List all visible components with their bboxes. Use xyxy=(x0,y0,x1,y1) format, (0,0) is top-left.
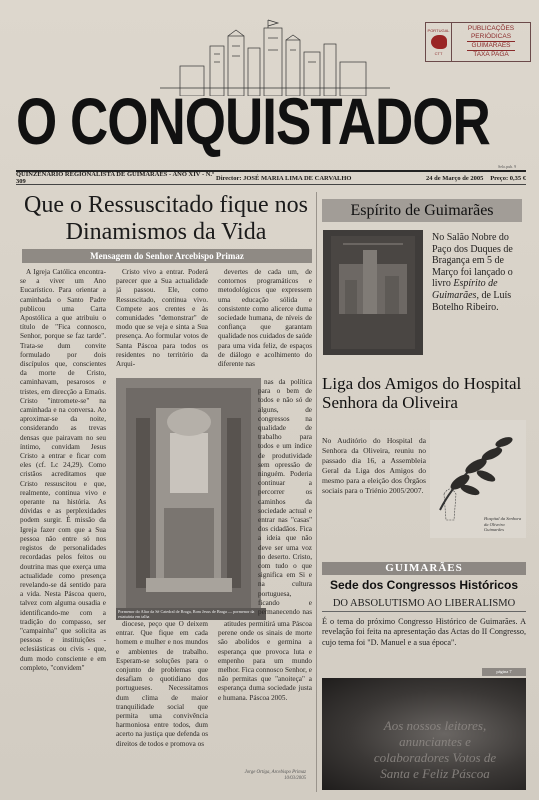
liga-headline: Liga dos Amigos do Hospital Senhora da Oliveira xyxy=(322,374,522,412)
director-info: Director: JOSÉ MARIA LIMA DE CARVALHO xyxy=(216,174,352,182)
postal-line-4: TAXA PAGA xyxy=(473,51,509,58)
postal-line-1: PUBLICAÇÕES xyxy=(467,25,515,32)
column-divider xyxy=(316,192,317,792)
espirito-author: de Luís Botelho Ribeiro. xyxy=(432,289,512,313)
espirito-section-title: Espírito de Guimarães xyxy=(322,199,522,222)
main-headline: Que o Ressuscitado fique nos Dinamismos da Vida xyxy=(24,192,308,245)
book-cover-illustration xyxy=(323,230,423,355)
newspaper-title: O CONQUISTADOR xyxy=(16,85,490,159)
article-column-1 xyxy=(20,268,106,793)
postal-line-3: GUIMARÃES xyxy=(467,41,514,51)
post-horse-icon xyxy=(431,35,447,49)
article-column-2-bottom xyxy=(116,620,208,795)
guimaraes-subheadline: DO ABSOLUTISMO AO LIBERALISMO xyxy=(322,597,526,612)
espirito-book-title: Espírito de Guimarães, xyxy=(432,278,498,301)
article-text: diocese, peço que O deixem entrar. Que fique em cada homem e mulher e nos mundos e ambientes de trabalho. Esperam-se soluções para o conjunto de problemas que desafiam o quotidiano dos portugueses. Necessitamos dum clima de maior tranquilidade social que permita uma convivência harmoniosa entre todos, dum acerto na justiça que defenda os direitos de todos e promova os xyxy=(116,620,208,748)
page-reference-label: página 7 xyxy=(482,668,526,676)
ctt-country: PORTUGAL xyxy=(427,28,450,33)
main-subtitle-bar: Mensagem do Senhor Arcebispo Primaz xyxy=(22,249,312,263)
guimaraes-section-bar: GUIMARÃES xyxy=(322,562,526,575)
ctt-label: CTT xyxy=(434,51,443,56)
liga-logo-caption: Hospital da Senhora da Oliveira Guimarães xyxy=(484,516,522,532)
publication-mark: Selo.pub. 9 xyxy=(498,164,517,169)
altar-illustration xyxy=(116,378,261,614)
postal-line-2: PERIÓDICAS xyxy=(470,33,512,40)
guimaraes-headline: Sede dos Congressos Históricos xyxy=(329,578,519,592)
article-column-2 xyxy=(116,268,208,372)
article-text: nas da política para o bem de todos e não só de alguns, de congressos na qualidade de trabalho para todos e um índice de produtividade sem opressão de ninguém. Poderia continuar a percorrer os caminhos da sociedade actual e entrar nas "casas" dos cidadãos. Fica a ideia que não deve ser uma voz no deserto. Cristo, com tudo o que significa em Si e na cultura portuguesa, ficando e permanecendo nas xyxy=(258,378,312,617)
espirito-text-plain: No Salão Nobre do Paço dos Duques de Bragança em 5 de Março foi lançado o livro xyxy=(432,232,513,290)
guimaraes-text: É o tema do próximo Congresso Histórico de Guimarães. A revelação foi feita na apresentação das Actas do II Congresso, cujo tema foi "D. Manuel e a sua época". xyxy=(322,617,526,647)
article-text: atitudes permitirá uma Páscoa perene onde os sinais de morte são abolidos e germina a esperança que provoca luta e empenho para um mundo melhor. Fica connosco Senhor, e não permitas que "anoiteça" a esperança duma sociedade justa e humana. Páscoa 2005. xyxy=(218,620,312,702)
publication-info: QUINZENÁRIO REGIONALISTA DE GUIMARÃES - ANO XIV - N.º 309 xyxy=(16,171,215,185)
issue-date: 24 de Março de 2005 xyxy=(426,174,484,182)
liga-text: No Auditório do Hospital da Senhora da Oliveira, reuniu no passado dia 16, a Assembleia Geral da Liga dos Amigos do mesmo para a eleição dos Órgãos sociais para o Triénio 2005/2007. xyxy=(322,436,426,495)
easter-greeting-box xyxy=(322,678,526,790)
issue-info-bar xyxy=(16,170,526,185)
postal-text xyxy=(452,23,530,61)
issue-price: Preço: 0,35 € xyxy=(490,174,526,182)
article-signature: Jorge Ortiga, Arcebispo Primaz 10/03/2005 xyxy=(244,770,306,781)
article-text: A Igreja Católica encontra-se a viver um Ano Eucarístico. Para orientar a caminhada o Santo Padre publicou uma Carta Apostólica a que atribuiu o título de "Fica connosco, Senhor, porque se faz tarde". Trata-se dum convite formulado por dois discípulos que, conscientes da morte de Cristo, caminhavam, pesarosos e tristes, em direcção a Emaús. Cristo "intromete-se" na caminhada e na conversa. Ao aproximar-se da noite, considerando as trevas densas que pairavam no seu íntimo, convidam Jesus Cristo a entrar e ficar com eles (cf. Lc 24,29). Como cristãos acreditamos que Cristo ressuscitou e que, realmente, continua vivo e operante na história. As dúvidas e as perplexidades podem surgir. É missão da Igreja fazer com que a Sua pessoa não entre só nos registos de personalidades recordadas pelos feitos ou doutrina mas que exerça uma actualidade como presença revelando-se dá sentido para a vida. Nesta Páscoa quero, talvez com alguma ousadia e identificando-me com a tradição do compasso, ser "campainha" que solicita as pessoas e instituições - eclesiásticas ou civis - que, dum modo consciente e em completo, "convidem" xyxy=(20,268,106,672)
article-column-3-continued xyxy=(258,378,312,618)
article-column-3-bottom xyxy=(218,620,312,795)
easter-greeting-text: Aos nossos leitores, anunciantes e colaboradores Votos de Santa e Feliz Páscoa xyxy=(373,718,497,781)
ctt-logo xyxy=(426,23,452,61)
liga-logo-image xyxy=(430,420,526,538)
postal-stamp-box xyxy=(425,22,531,62)
article-text: devertes de cada um, de contornos programáticos e metodológicos que expressem uma educação sólida e consistente como alicerce duma sociedade humana, de níveis de confiança que garantam qualidade nos cuidados de saúde para uma vida feliz, de espaços de diálogo e acolhimento do diferente nas xyxy=(218,268,312,369)
book-cover-photo xyxy=(323,230,423,355)
altar-photo xyxy=(116,378,261,614)
article-column-3 xyxy=(218,268,312,372)
altar-photo-caption: Pormenor do Altar da Sé Catedral de Braga, Bom Jesus de Braga — pormenor da estatuária em talha xyxy=(116,608,266,620)
article-text: Cristo vivo a entrar. Poderá parecer que a Sua actualidade já passou. Ele, como Ressuscitado, continua vivo. Compete aos crentes e às comunidades "demonstrar" de modo que se veja e sinta a Sua presença. Ao formular votos de Santa Páscoa para todos os residentes no território da Arqui- xyxy=(116,268,208,369)
espirito-text xyxy=(432,232,526,313)
